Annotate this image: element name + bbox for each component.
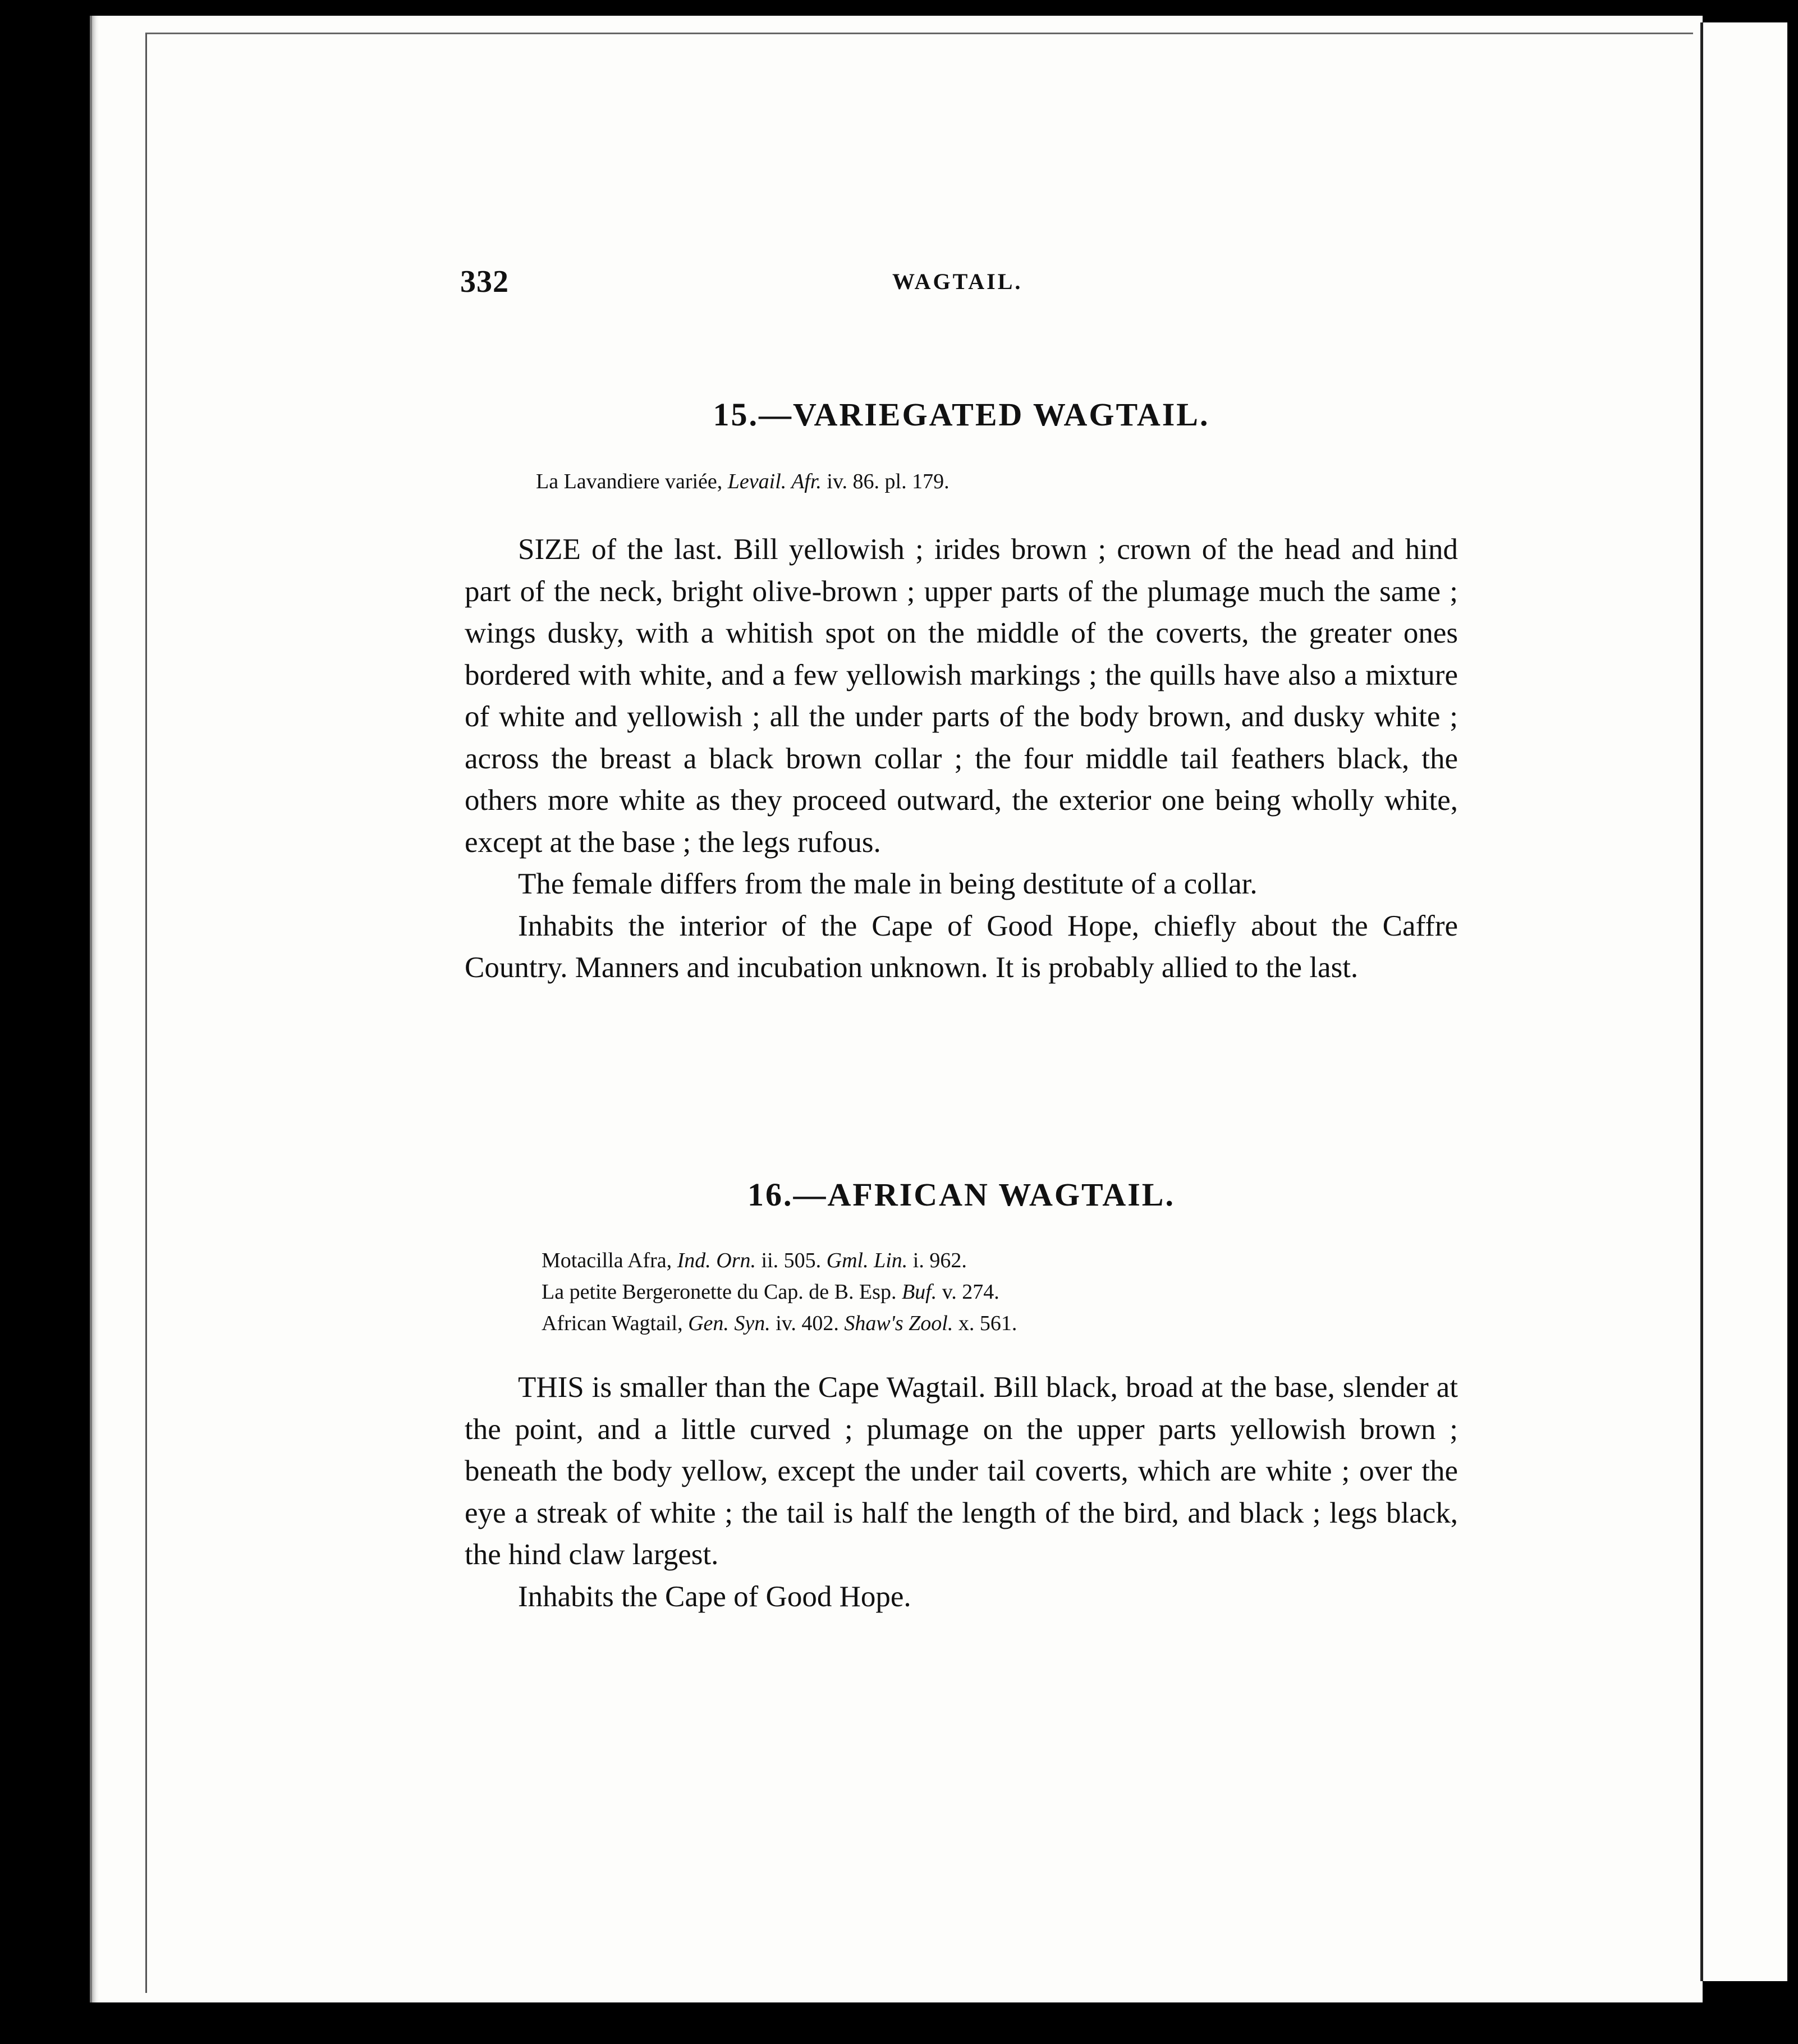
section-15-body xyxy=(465,529,1458,989)
female-paragraph: The female differs from the male in being destitute of a collar. xyxy=(518,868,1258,900)
reference-line xyxy=(542,1276,1535,1308)
reference-text: i. 962. xyxy=(907,1249,967,1272)
reference-line xyxy=(542,1308,1535,1339)
page-frame xyxy=(145,33,1693,1993)
reference-line xyxy=(542,1245,1535,1276)
reference-source: Buf. xyxy=(901,1280,937,1304)
reference-text: iv. 402. xyxy=(770,1312,845,1335)
reference-source: Levail. Afr. xyxy=(727,470,822,493)
running-head: WAGTAIL. xyxy=(892,269,1023,294)
reference-text: African Wagtail, xyxy=(542,1312,689,1335)
page-header xyxy=(460,264,1336,309)
reference-line xyxy=(536,466,1529,497)
adjacent-page-edge xyxy=(1700,22,1787,1981)
reference-text: x. 561. xyxy=(953,1312,1017,1335)
book-page xyxy=(90,16,1703,2002)
reference-text: v. 274. xyxy=(937,1280,999,1304)
reference-text: La petite Bergeronette du Cap. de B. Esp. xyxy=(542,1280,902,1304)
reference-text: ii. 505. xyxy=(756,1249,827,1272)
section-16-body xyxy=(465,1367,1458,1617)
habitat-paragraph: Inhabits the interior of the Cape of Good Hope, chiefly about the Caffre Country. Manners and incubation unknown. It is probably allied to the last. xyxy=(465,909,1458,984)
reference-source: Ind. Orn. xyxy=(677,1249,756,1272)
section-16-title: 16.—AFRICAN WAGTAIL. xyxy=(747,1176,1175,1213)
section-15-reference xyxy=(536,466,1529,497)
reference-text: La Lavandiere variée, xyxy=(536,470,728,493)
reference-source: Shaw's Zool. xyxy=(844,1312,953,1335)
habitat-paragraph: Inhabits the Cape of Good Hope. xyxy=(518,1580,911,1613)
section-16 xyxy=(465,1176,1458,1213)
reference-source: Gml. Lin. xyxy=(826,1249,908,1272)
description-paragraph: THIS is smaller than the Cape Wagtail. Bill black, broad at the base, slender at the point, and a little curved ; plumage on the upper parts yellowish brown ; beneath the body yellow, except the under tail coverts, which are white ; over the eye a streak of white ; the tail is half the length of the bird, and black ; legs black, the hind claw largest. xyxy=(465,1371,1458,1571)
section-16-references xyxy=(542,1245,1535,1339)
page-number: 332 xyxy=(460,264,509,299)
section-15-title: 15.—VARIEGATED WAGTAIL. xyxy=(713,396,1210,433)
description-paragraph: SIZE of the last. Bill yellowish ; irides brown ; crown of the head and hind part of the neck, bright olive-brown ; upper parts of the plumage much the same ; wings dusky, with a whitish spot on the middle of the coverts, the greater ones bordered with white, and a few yellowish markings ; the quills have also a mixture of white and yellowish ; all the under parts of the body brown, and dusky white ; across the breast a black brown collar ; the four middle tail feathers black, the others more white as they proceed outward, the exterior one being wholly white, except at the base ; the legs rufous. xyxy=(465,533,1458,859)
reference-text: iv. 86. pl. 179. xyxy=(821,470,950,493)
reference-source: Gen. Syn. xyxy=(688,1312,770,1335)
reference-text: Motacilla Afra, xyxy=(542,1249,677,1272)
section-15 xyxy=(465,396,1458,433)
